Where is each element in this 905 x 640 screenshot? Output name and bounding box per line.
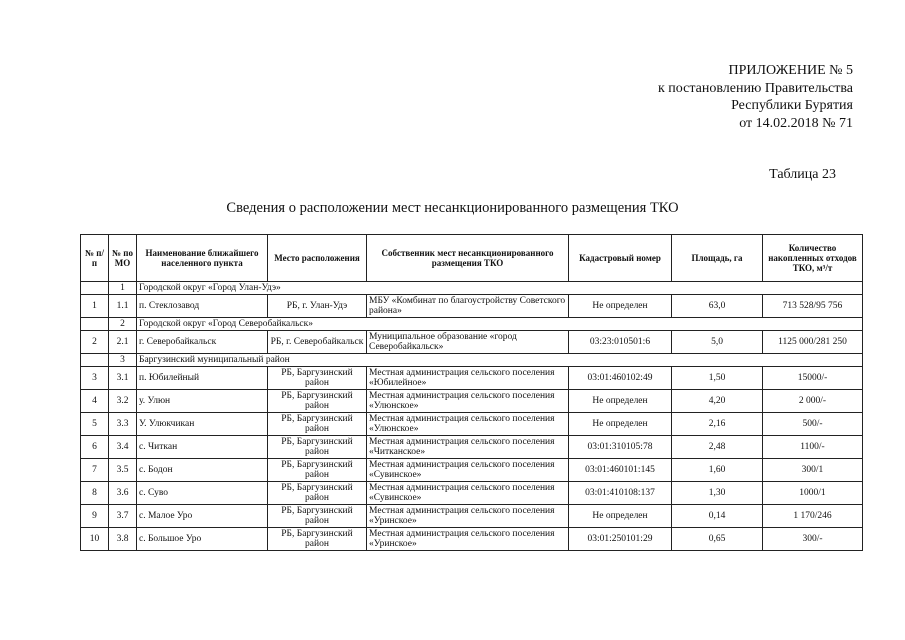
appendix-line-2: к постановлению Правительства bbox=[657, 80, 853, 96]
section-number: 2 bbox=[109, 318, 137, 331]
row-settlement: п. Стеклозавод bbox=[137, 295, 268, 318]
row-cadastral-number: 03:01:250101:29 bbox=[569, 528, 672, 551]
section-empty-cell bbox=[81, 354, 109, 367]
row-owner: МБУ «Комбинат по благоустройству Советского района» bbox=[367, 295, 569, 318]
row-waste-amount: 1 170/246 bbox=[763, 505, 863, 528]
row-location: РБ, г. Северобайкальск bbox=[268, 331, 367, 354]
row-cadastral-number: 03:01:460102:49 bbox=[569, 367, 672, 390]
row-location: РБ, Баргузинский район bbox=[268, 482, 367, 505]
col-header-area: Площадь, га bbox=[672, 235, 763, 282]
row-location: РБ, г. Улан-Удэ bbox=[268, 295, 367, 318]
row-waste-amount: 1100/- bbox=[763, 436, 863, 459]
table-label: Таблица 23 bbox=[769, 167, 836, 182]
row-settlement: п. Юбилейный bbox=[137, 367, 268, 390]
row-waste-amount: 713 528/95 756 bbox=[763, 295, 863, 318]
row-owner: Местная администрация сельского поселения «Уринское» bbox=[367, 505, 569, 528]
row-number: 9 bbox=[81, 505, 109, 528]
dump-sites-table bbox=[80, 234, 863, 551]
row-number: 10 bbox=[81, 528, 109, 551]
row-owner: Муниципальное образование «город Северобайкальск» bbox=[367, 331, 569, 354]
row-mo-number: 3.1 bbox=[109, 367, 137, 390]
row-area: 2,48 bbox=[672, 436, 763, 459]
col-header-cadastral: Кадастровый номер bbox=[569, 235, 672, 282]
row-owner: Местная администрация сельского поселения «Юбилейное» bbox=[367, 367, 569, 390]
row-cadastral-number: 03:01:460101:145 bbox=[569, 459, 672, 482]
row-number: 2 bbox=[81, 331, 109, 354]
section-title: Городской округ «Город Северобайкальск» bbox=[137, 318, 863, 331]
table-row bbox=[81, 295, 863, 318]
row-mo-number: 2.1 bbox=[109, 331, 137, 354]
row-settlement: с. Большое Уро bbox=[137, 528, 268, 551]
section-row bbox=[81, 282, 863, 295]
row-cadastral-number: Не определен bbox=[569, 505, 672, 528]
table-row bbox=[81, 436, 863, 459]
row-waste-amount: 300/1 bbox=[763, 459, 863, 482]
section-row bbox=[81, 318, 863, 331]
row-number: 6 bbox=[81, 436, 109, 459]
col-header-num: № п/п bbox=[81, 235, 109, 282]
table-row bbox=[81, 390, 863, 413]
row-number: 5 bbox=[81, 413, 109, 436]
row-mo-number: 3.4 bbox=[109, 436, 137, 459]
table-row bbox=[81, 367, 863, 390]
row-mo-number: 3.7 bbox=[109, 505, 137, 528]
row-cadastral-number: 03:23:010501:6 bbox=[569, 331, 672, 354]
table-header-row bbox=[81, 235, 863, 282]
row-owner: Местная администрация сельского поселения «Сувинское» bbox=[367, 482, 569, 505]
row-settlement: с. Читкан bbox=[137, 436, 268, 459]
row-mo-number: 1.1 bbox=[109, 295, 137, 318]
row-location: РБ, Баргузинский район bbox=[268, 390, 367, 413]
row-area: 1,50 bbox=[672, 367, 763, 390]
row-area: 5,0 bbox=[672, 331, 763, 354]
table-row bbox=[81, 528, 863, 551]
row-settlement: с. Малое Уро bbox=[137, 505, 268, 528]
row-area: 2,16 bbox=[672, 413, 763, 436]
row-cadastral-number: Не определен bbox=[569, 413, 672, 436]
section-empty-cell bbox=[81, 282, 109, 295]
row-waste-amount: 1000/1 bbox=[763, 482, 863, 505]
row-owner: Местная администрация сельского поселения «Читканское» bbox=[367, 436, 569, 459]
row-owner: Местная администрация сельского поселения «Улюнское» bbox=[367, 413, 569, 436]
row-cadastral-number: 03:01:310105:78 bbox=[569, 436, 672, 459]
row-mo-number: 3.3 bbox=[109, 413, 137, 436]
table-row bbox=[81, 482, 863, 505]
row-settlement: У. Улюкчикан bbox=[137, 413, 268, 436]
row-mo-number: 3.5 bbox=[109, 459, 137, 482]
row-area: 0,14 bbox=[672, 505, 763, 528]
row-location: РБ, Баргузинский район bbox=[268, 459, 367, 482]
row-location: РБ, Баргузинский район bbox=[268, 413, 367, 436]
row-owner: Местная администрация сельского поселения «Сувинское» bbox=[367, 459, 569, 482]
row-waste-amount: 500/- bbox=[763, 413, 863, 436]
row-cadastral-number: Не определен bbox=[569, 295, 672, 318]
row-mo-number: 3.6 bbox=[109, 482, 137, 505]
section-row bbox=[81, 354, 863, 367]
row-number: 8 bbox=[81, 482, 109, 505]
row-number: 3 bbox=[81, 367, 109, 390]
row-area: 63,0 bbox=[672, 295, 763, 318]
section-empty-cell bbox=[81, 318, 109, 331]
col-header-owner: Собственник мест несанкционированного размещения ТКО bbox=[367, 235, 569, 282]
section-title: Баргузинский муниципальный район bbox=[137, 354, 863, 367]
col-header-mo-num: № по МО bbox=[109, 235, 137, 282]
row-waste-amount: 1125 000/281 250 bbox=[763, 331, 863, 354]
appendix-header bbox=[658, 62, 853, 132]
table-row bbox=[81, 331, 863, 354]
row-mo-number: 3.8 bbox=[109, 528, 137, 551]
appendix-line-3: Республики Бурятия bbox=[731, 98, 853, 113]
appendix-line-4: от 14.02.2018 № 71 bbox=[739, 115, 853, 131]
row-mo-number: 3.2 bbox=[109, 390, 137, 413]
document-title: Сведения о расположении мест несанкционированного размещения ТКО bbox=[226, 200, 679, 216]
appendix-title: ПРИЛОЖЕНИЕ № 5 bbox=[728, 63, 853, 78]
row-number: 7 bbox=[81, 459, 109, 482]
row-location: РБ, Баргузинский район bbox=[268, 528, 367, 551]
row-owner: Местная администрация сельского поселения «Уринское» bbox=[367, 528, 569, 551]
row-area: 0,65 bbox=[672, 528, 763, 551]
row-cadastral-number: Не определен bbox=[569, 390, 672, 413]
row-waste-amount: 2 000/- bbox=[763, 390, 863, 413]
row-settlement: с. Бодон bbox=[137, 459, 268, 482]
row-number: 1 bbox=[81, 295, 109, 318]
row-area: 1,30 bbox=[672, 482, 763, 505]
table-row bbox=[81, 459, 863, 482]
row-area: 4,20 bbox=[672, 390, 763, 413]
section-number: 3 bbox=[109, 354, 137, 367]
row-cadastral-number: 03:01:410108:137 bbox=[569, 482, 672, 505]
row-location: РБ, Баргузинский район bbox=[268, 436, 367, 459]
row-area: 1,60 bbox=[672, 459, 763, 482]
col-header-location: Место расположения bbox=[268, 235, 367, 282]
row-location: РБ, Баргузинский район bbox=[268, 367, 367, 390]
row-settlement: с. Суво bbox=[137, 482, 268, 505]
table-row bbox=[81, 413, 863, 436]
row-waste-amount: 15000/- bbox=[763, 367, 863, 390]
row-number: 4 bbox=[81, 390, 109, 413]
col-header-settlement: Наименование ближайшего населенного пункта bbox=[137, 235, 268, 282]
row-settlement: у. Улюн bbox=[137, 390, 268, 413]
section-title: Городской округ «Город Улан-Удэ» bbox=[137, 282, 863, 295]
col-header-amount: Количество накопленных отходов ТКО, м³/т bbox=[763, 235, 863, 282]
section-number: 1 bbox=[109, 282, 137, 295]
row-settlement: г. Северобайкальск bbox=[137, 331, 268, 354]
row-location: РБ, Баргузинский район bbox=[268, 505, 367, 528]
row-owner: Местная администрация сельского поселения «Улюнское» bbox=[367, 390, 569, 413]
row-waste-amount: 300/- bbox=[763, 528, 863, 551]
table-row bbox=[81, 505, 863, 528]
